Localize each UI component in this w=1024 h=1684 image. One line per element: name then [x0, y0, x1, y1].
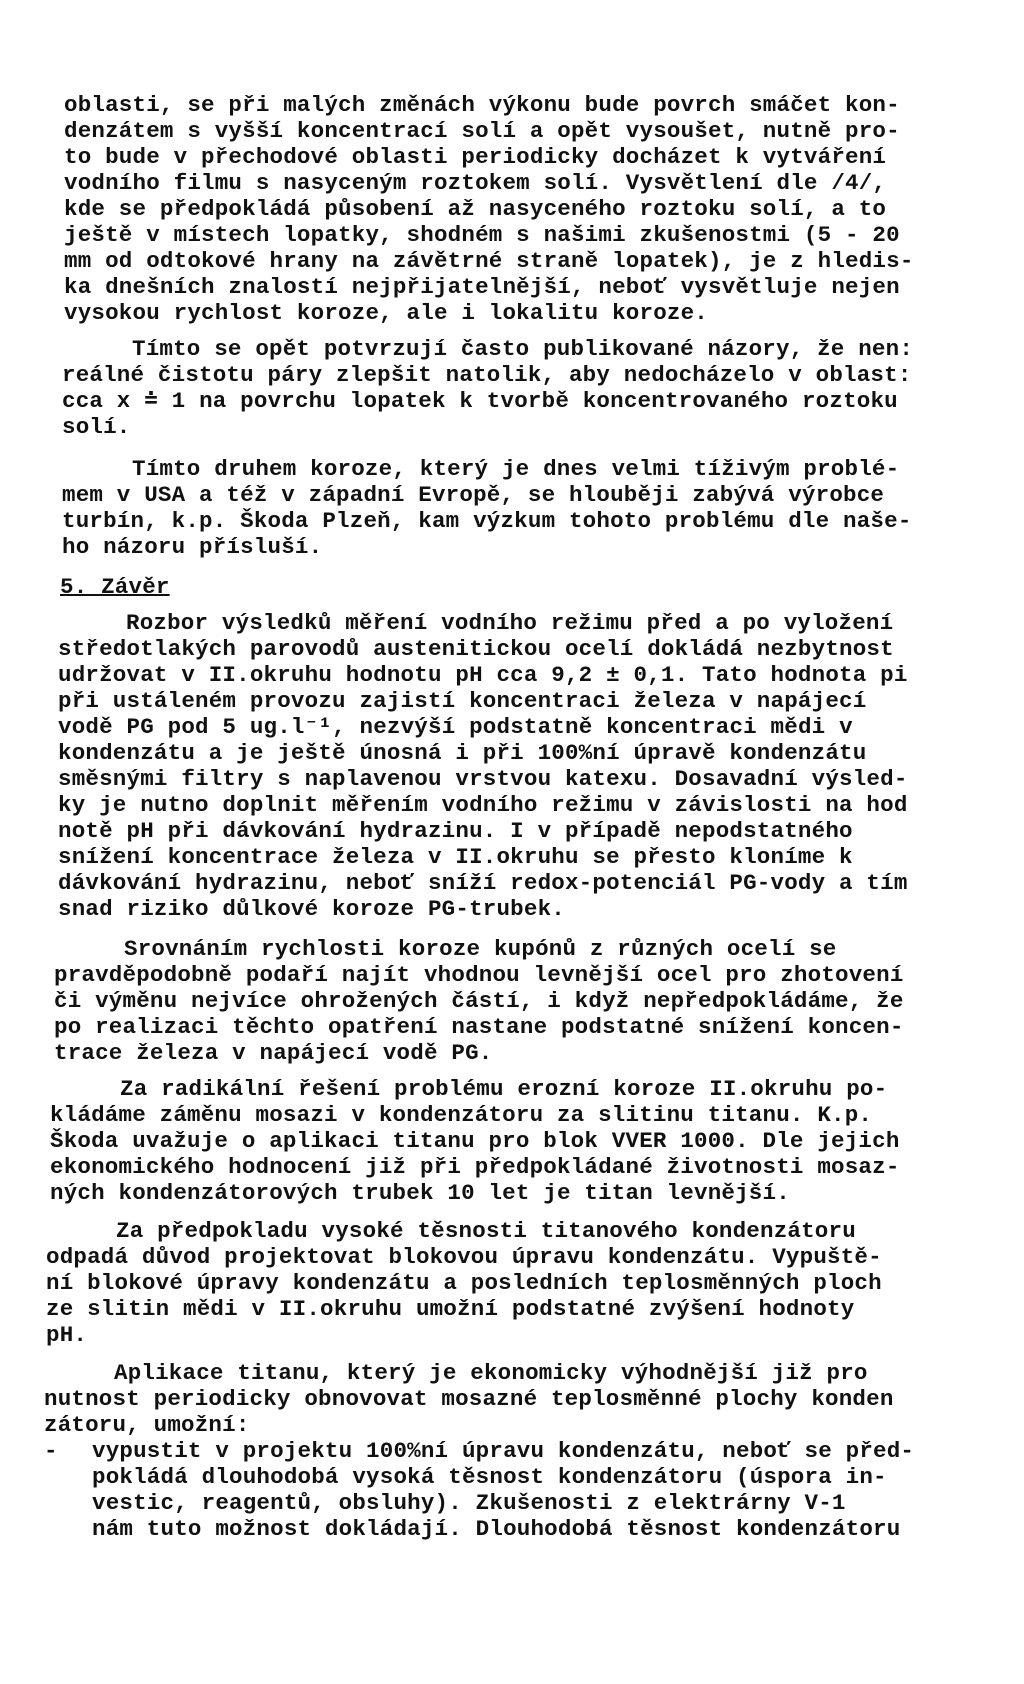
paragraph-1-line: mm od odtokové hrany na závětrné straně lopatek), je z hledis-: [64, 248, 914, 274]
paragraph-7-line: pH.: [46, 1322, 88, 1348]
paragraph-2-line: solí.: [62, 414, 131, 440]
paragraph-4-line: směsnými filtry s naplavenou vrstvou katexu. Dosavadní výsled-: [58, 766, 908, 792]
paragraph-1-line: ještě v místech lopatky, shodném s našimi zkušenostmi (5 - 20: [64, 222, 900, 248]
paragraph-3-line: mem v USA a též v západní Evropě, se hlouběji zabývá výrobce: [62, 482, 885, 508]
paragraph-4-line: snížení koncentrace železa v II.okruhu se přesto kloníme k: [58, 844, 853, 870]
paragraph-8-line: zátoru, umožní:: [44, 1412, 250, 1438]
paragraph-2-line: Tímto se opět potvrzují často publikované názory, že nen:: [132, 336, 914, 362]
paragraph-5-line: po realizaci těchto opatření nastane podstatné snížení koncen-: [54, 1014, 904, 1040]
paragraph-5-line: Srovnáním rychlosti koroze kupónů z různých ocelí se: [124, 936, 837, 962]
paragraph-5-line: či výměnu nejvíce ohrožených částí, i když nepředpokládáme, že: [54, 988, 904, 1014]
paragraph-2-line: reálné čistotu páry zlepšit natolik, aby nedocházelo v oblast:: [62, 362, 912, 388]
paragraph-4-line: při ustáleném provozu zajistí koncentraci železa v napájecí: [58, 688, 867, 714]
paragraph-2-line: cca x ≐ 1 na povrchu lopatek k tvorbě koncentrovaného roztoku: [62, 388, 898, 414]
paragraph-4-line: Rozbor výsledků měření vodního režimu před a po vyložení: [126, 610, 894, 636]
paragraph-5-line: trace železa v napájecí vodě PG.: [54, 1040, 493, 1066]
paragraph-3-line: Tímto druhem koroze, který je dnes velmi tíživým problé-: [132, 456, 900, 482]
paragraph-6-line: Za radikální řešení problému erozní koroze II.okruhu po-: [120, 1076, 888, 1102]
paragraph-1-line: vysokou rychlost koroze, ale i lokalitu koroze.: [64, 300, 709, 326]
paragraph-7-line: odpadá důvod projektovat blokovou úpravu kondenzátu. Vypuště-: [46, 1244, 882, 1270]
paragraph-6-line: kládáme záměnu mosazi v kondenzátoru za slitinu titanu. K.p.: [50, 1102, 873, 1128]
bullet-1-line: nám tuto možnost dokládají. Dlouhodobá těsnost kondenzátoru: [92, 1516, 901, 1542]
paragraph-3-line: turbín, k.p. Škoda Plzeň, kam výzkum tohoto problému dle naše-: [62, 508, 912, 534]
paragraph-7-line: Za předpokladu vysoké těsnosti titanového kondenzátoru: [116, 1218, 856, 1244]
paragraph-1-line: oblasti, se při malých změnách výkonu bude povrch smáčet kon-: [64, 92, 900, 118]
paragraph-8-line: Aplikace titanu, který je ekonomicky výhodnější již pro: [114, 1360, 868, 1386]
paragraph-4-line: dávkování hydrazinu, neboť sníží redox-potenciál PG-vody a tím: [58, 870, 908, 896]
bullet-1-line: vestic, reagentů, obsluhy). Zkušenosti z elektrárny V-1: [92, 1490, 846, 1516]
paragraph-1-line: kde se předpokládá působení až nasyceného roztoku solí, a to: [64, 196, 887, 222]
paragraph-4-line: kondenzátu a je ještě únosná i při 100%ní úpravě kondenzátu: [58, 740, 867, 766]
paragraph-6-line: ných kondenzátorových trubek 10 let je titan levnější.: [50, 1180, 790, 1206]
paragraph-1-line: vodního filmu s nasyceným roztokem solí. Vysvětlení dle /4/,: [64, 170, 887, 196]
bullet-1-line: pokládá dlouhodobá vysoká těsnost kondenzátoru (úspora in-: [92, 1464, 887, 1490]
paragraph-4-line: středotlakých parovodů austenitickou ocelí dokládá nezbytnost: [58, 636, 894, 662]
paragraph-6-line: Škoda uvažuje o aplikaci titanu pro blok VVER 1000. Dle jejich: [50, 1128, 900, 1154]
paragraph-4-line: snad riziko důlkové koroze PG-trubek.: [58, 896, 565, 922]
paragraph-4-line: vodě PG pod 5 ug.l⁻¹, nezvýší podstatně koncentraci mědi v: [58, 714, 853, 740]
paragraph-1-line: ka dnešních znalostí nejpřijatelnější, neboť vysvětluje nejen: [64, 274, 900, 300]
paragraph-5-line: pravděpodobně podaří najít vhodnou levnější ocel pro zhotovení: [54, 962, 904, 988]
paragraph-8-line: nutnost periodicky obnovovat mosazné teplosměnné plochy konden: [44, 1386, 894, 1412]
paragraph-7-line: ze slitin mědi v II.okruhu umožní podstatné zvýšení hodnoty: [46, 1296, 855, 1322]
paragraph-1-line: denzátem s vyšší koncentrací solí a opět vysoušet, nutně pro-: [64, 118, 900, 144]
paragraph-4-line: udržovat v II.okruhu hodnotu pH cca 9,2 ± 0,1. Tato hodnota pi: [58, 662, 908, 688]
paragraph-1-line: to bude v přechodové oblasti periodicky docházet k vytváření: [64, 144, 887, 170]
paragraph-4-line: ky je nutno doplnit měřením vodního režimu v závislosti na hod: [58, 792, 908, 818]
bullet-1-line: vypustit v projektu 100%ní úpravu kondenzátu, neboť se před-: [92, 1438, 915, 1464]
section-heading: 5. Závěr: [60, 574, 170, 600]
paragraph-7-line: ní blokové úpravy kondenzátu a posledních teplosměnných ploch: [46, 1270, 882, 1296]
paragraph-4-line: notě pH při dávkování hydrazinu. I v případě nepodstatného: [58, 818, 853, 844]
paragraph-6-line: ekonomického hodnocení již při předpokládané životnosti mosaz-: [50, 1154, 900, 1180]
paragraph-3-line: ho názoru přísluší.: [62, 534, 323, 560]
bullet-marker: -: [44, 1438, 58, 1464]
